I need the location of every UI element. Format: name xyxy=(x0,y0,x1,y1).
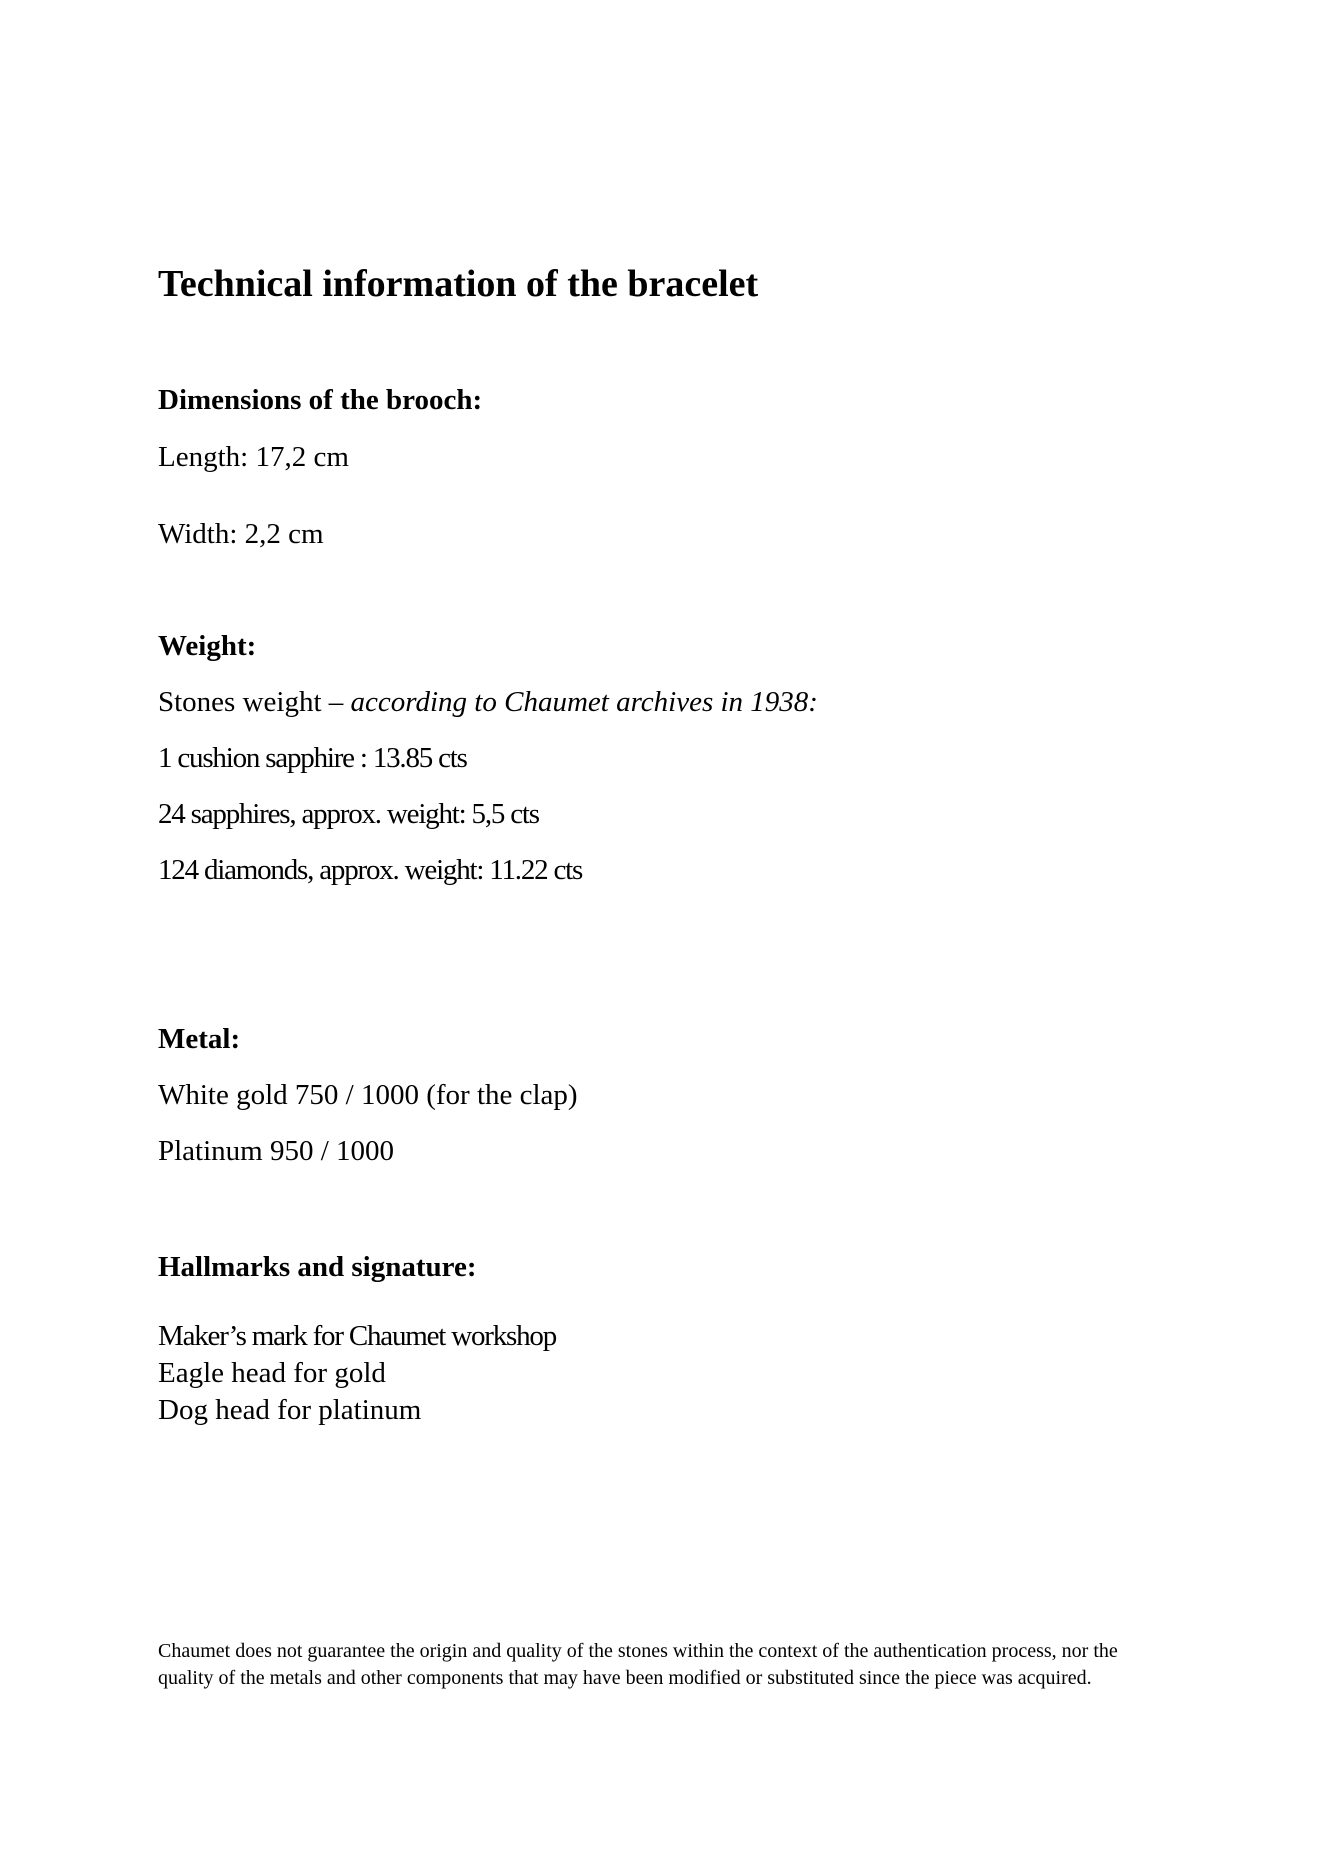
disclaimer-note: Chaumet does not guarantee the origin and quality of the stones within the context of the authentication process, nor the quality of the metals and other components that may have been modified or substituted since the piece was acquired. xyxy=(158,1640,1118,1689)
weight-item-cushion-sapphire: 1 cushion sapphire : 13.85 cts xyxy=(158,742,467,774)
stones-weight-line xyxy=(158,686,818,719)
hallmark-item-makers-mark: Maker’s mark for Chaumet workshop xyxy=(158,1320,556,1352)
page-title: Technical information of the bracelet xyxy=(158,263,759,305)
hallmarks-heading: Hallmarks and signature: xyxy=(158,1251,477,1283)
hallmark-item-dog-head: Dog head for platinum xyxy=(158,1394,422,1426)
metal-item-white-gold: White gold 750 / 1000 (for the clap) xyxy=(158,1079,578,1111)
hallmark-item-eagle-head: Eagle head for gold xyxy=(158,1357,386,1389)
weight-heading: Weight: xyxy=(158,630,257,662)
dimension-length: Length: 17,2 cm xyxy=(158,441,349,473)
metal-item-platinum: Platinum 950 / 1000 xyxy=(158,1135,395,1167)
hallmarks-list xyxy=(158,1318,556,1429)
weight-item-diamonds: 124 diamonds, approx. weight: 11.22 cts xyxy=(158,854,583,886)
stones-weight-source: according to Chaumet archives in 1938: xyxy=(350,686,818,718)
dimension-width: Width: 2,2 cm xyxy=(158,518,324,550)
weight-item-sapphires: 24 sapphires, approx. weight: 5,5 cts xyxy=(158,798,539,830)
metal-heading: Metal: xyxy=(158,1023,241,1055)
stones-weight-label: Stones weight – xyxy=(158,686,351,718)
dimensions-heading: Dimensions of the brooch: xyxy=(158,384,483,416)
